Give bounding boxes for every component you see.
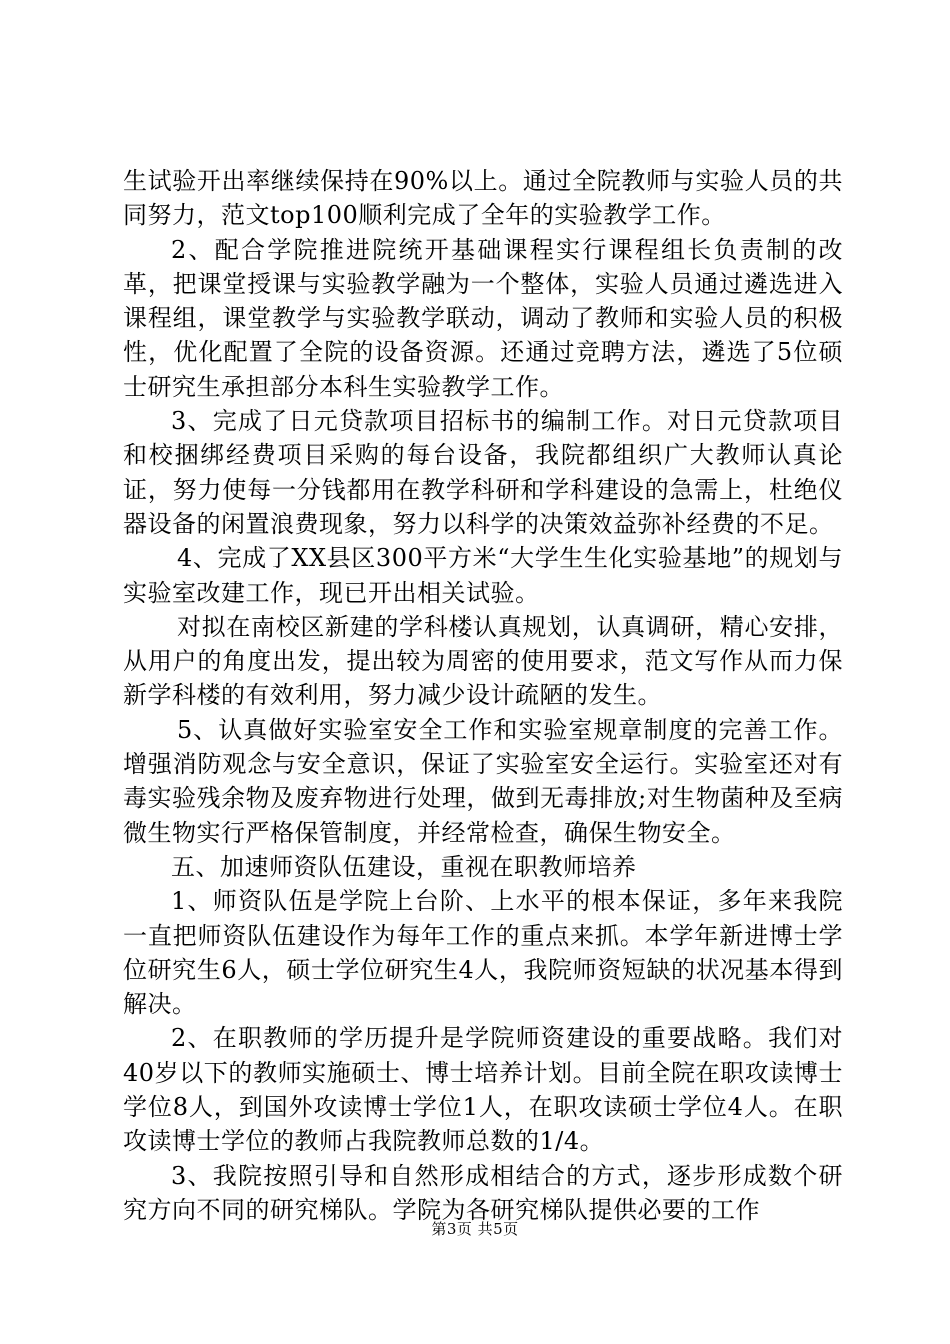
paragraph-faculty-2: 2、在职教师的学历提升是学院师资建设的重要战略。我们对40岁以下的教师实施硕士、博士培养计划。目前全院在职攻读博士学位8人，到国外攻读博士学位1人，在职攻读硕士学位4人。在职攻读博士学位的教师占我院教师总数的1/4。 xyxy=(123,1024,843,1156)
document-body xyxy=(123,164,843,1227)
paragraph-item-2: 2、配合学院推进院统开基础课程实行课程组长负责制的改革，把课堂授课与实验教学融为一个整体，实验人员通过遴选进入课程组，课堂教学与实验教学联动，调动了教师和实验人员的积极性，优化配置了全院的设备资源。还通过竞聘方法，遴选了5位硕士研究生承担部分本科生实验教学工作。 xyxy=(123,235,843,401)
section-heading: 五、加速师资队伍建设，重视在职教师培养 xyxy=(171,852,637,881)
paragraph-item-4: 4、完成了XX县区300平方米“大学生生化实验基地”的规划与实验室改建工作，现已开出相关试验。 xyxy=(123,544,843,607)
paragraph-south-campus: 对拟在南校区新建的学科楼认真规划，认真调研，精心安排，从用户的角度出发，提出较为周密的使用要求，范文写作从而力保新学科楼的有效利用，努力减少设计疏陋的发生。 xyxy=(123,612,843,710)
paragraph-faculty-3: 3、我院按照引导和自然形成相结合的方式，逐步形成数个研究方向不同的研究梯队。学院为各研究梯队提供必要的工作 xyxy=(123,1161,843,1224)
page-footer: 第3页 共5页 xyxy=(431,1220,519,1238)
paragraph-faculty-1: 1、师资队伍是学院上台阶、上水平的根本保证，多年来我院一直把师资队伍建设作为每年工作的重点来抓。本学年新进博士学位研究生6人，硕士学位研究生4人，我院师资短缺的状况基本得到解决。 xyxy=(123,887,843,1019)
paragraph-item-3: 3、完成了日元贷款项目招标书的编制工作。对日元贷款项目和校捆绑经费项目采购的每台设备，我院都组织广大教师认真论证，努力使每一分钱都用在教学科研和学科建设的急需上，杜绝仪器设备的闲置浪费现象，努力以科学的决策效益弥补经费的不足。 xyxy=(123,407,843,538)
paragraph-item-5: 5、认真做好实验室安全工作和实验室规章制度的完善工作。增强消防观念与安全意识，保证了实验室安全运行。实验室还对有毒实验残余物及废弃物进行处理，做到无毒排放;对生物菌种及至病微生物实行严格保管制度，并经常检查，确保生物安全。 xyxy=(123,715,843,847)
paragraph-continuation: 生试验开出率继续保持在90%以上。通过全院教师与实验人员的共同努力，范文top100顺利完成了全年的实验教学工作。 xyxy=(123,167,843,230)
